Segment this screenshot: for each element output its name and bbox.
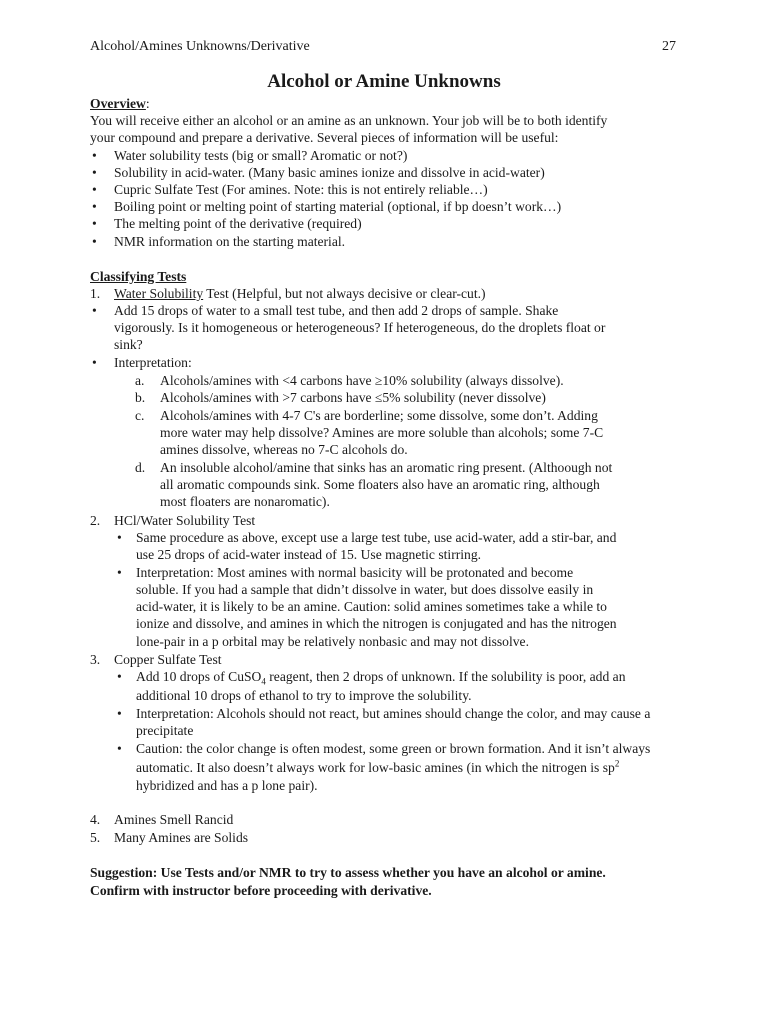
overview-heading-text: Overview [90,96,146,111]
overview-colon: : [145,96,150,111]
page-number: 27 [662,39,676,54]
suggestion-line: Suggestion: Use Tests and/or NMR to try to assess whether you have an alcohol or amine. [90,865,606,880]
point-letter: b. [135,390,146,405]
point-letter: c. [135,408,145,423]
list-item: Cupric Sulfate Test (For amines. Note: this is not entirely reliable…) [114,182,488,197]
text-line [136,759,619,777]
text-line: use 25 drops of acid-water instead of 15. Use magnetic stirring. [136,547,482,562]
text-line: additional 10 drops of ethanol to try to improve the solubility. [136,688,472,703]
bullet-icon: • [92,303,97,318]
text-line: Alcohols/amines with >7 carbons have ≤5% solubility (never dissolve) [160,390,546,405]
bullet-icon: • [92,148,97,163]
text-line: more water may help dissolve? Amines are more soluble than alcohols; some 7-C [160,425,604,440]
text-line: Interpretation: Most amines with normal basicity will be protonated and become [136,565,574,580]
superscript: 2 [614,758,620,769]
point-letter: a. [135,373,145,388]
list-item: The melting point of the derivative (required) [114,216,362,231]
test2-title: HCl/Water Solubility Test [114,513,256,528]
page-title: Alcohol or Amine Unknowns [267,71,501,92]
test1-name: Water Solubility [114,286,204,301]
list-item: Boiling point or melting point of starting material (optional, if bp doesn’t work…) [114,199,562,214]
test3-number: 3. [90,652,101,667]
text-line: all aromatic compounds sink. Some floaters also have an aromatic ring, although [160,477,600,492]
intro-line: your compound and prepare a derivative. Several pieces of information will be useful: [90,130,559,145]
bullet-icon: • [92,216,97,231]
bullet-icon: • [117,565,122,580]
text-segment: reagent, then 2 drops of unknown. If the solubility is poor, add an [265,669,626,684]
text-segment: Add 10 drops of CuSO [136,669,262,684]
text-line: vigorously. Is it homogeneous or heterogeneous? If heterogeneous, do the droplets float or [114,320,606,335]
test5-number: 5. [90,830,101,845]
text-line: lone-pair in a p orbital may be relatively nonbasic and may not dissolve. [136,634,529,649]
overview-heading [90,95,150,113]
bullet-icon: • [92,355,97,370]
bullet-icon: • [117,741,122,756]
test5-title: Many Amines are Solids [114,830,249,845]
point-letter: d. [135,460,146,475]
text-line: Alcohols/amines with <4 carbons have ≥10% solubility (always dissolve). [160,373,564,388]
bullet-icon: • [92,182,97,197]
bullet-icon: • [117,706,122,721]
bullet-icon: • [92,199,97,214]
text-segment: automatic. It also doesn’t always work for low-basic amines (in which the nitrogen is sp [136,760,615,775]
test2-number: 2. [90,513,101,528]
bullet-icon: • [117,530,122,545]
text-line: precipitate [136,723,194,738]
classifying-heading: Classifying Tests [90,269,187,284]
text-line: most floaters are nonaromatic). [160,494,330,509]
suggestion-line: Confirm with instructor before proceeding with derivative. [90,883,432,898]
list-item: Solubility in acid-water. (Many basic amines ionize and dissolve in acid-water) [114,165,545,180]
interpretation-label: Interpretation: [114,355,192,370]
running-header: Alcohol/Amines Unknowns/Derivative [90,39,310,54]
text-line: ionize and dissolve, and amines in which the nitrogen is conjugated and has the nitrogen [136,616,617,631]
text-line: Same procedure as above, except use a large test tube, use acid-water, add a stir-bar, and [136,530,617,545]
bullet-icon: • [117,669,122,684]
text-line: Alcohols/amines with 4-7 C's are borderline; some dissolve, some don’t. Adding [160,408,598,423]
text-line: soluble. If you had a sample that didn’t dissolve in water, but does dissolve easily in [136,582,594,597]
test1-title [114,285,486,303]
text-line: Add 15 drops of water to a small test tube, and then add 2 drops of sample. Shake [114,303,559,318]
text-line: hybridized and has a p lone pair). [136,778,318,793]
text-line: sink? [114,337,143,352]
text-line: amines dissolve, whereas no 7-C alcohols do. [160,442,408,457]
test1-number: 1. [90,286,101,301]
test4-title: Amines Smell Rancid [114,812,234,827]
bullet-icon: • [92,165,97,180]
text-line: An insoluble alcohol/amine that sinks has an aromatic ring present. (Althoough not [160,460,613,475]
text-line: acid-water, it is likely to be an amine. Caution: solid amines sometimes take a while to [136,599,607,614]
text-line [136,668,626,686]
text-line: Interpretation: Alcohols should not react, but amines should change the color, and may cause a [136,706,651,721]
list-item: Water solubility tests (big or small? Aromatic or not?) [114,148,408,163]
bullet-icon: • [92,234,97,249]
list-item: NMR information on the starting material. [114,234,346,249]
intro-line: You will receive either an alcohol or an amine as an unknown. Your job will be to both identify [90,113,608,128]
text-line: Caution: the color change is often modest, some green or brown formation. And it isn’t always [136,741,651,756]
subscript: 4 [261,676,266,687]
test1-note: Test (Helpful, but not always decisive or clear-cut.) [203,286,486,301]
test4-number: 4. [90,812,101,827]
test3-title: Copper Sulfate Test [114,652,222,667]
